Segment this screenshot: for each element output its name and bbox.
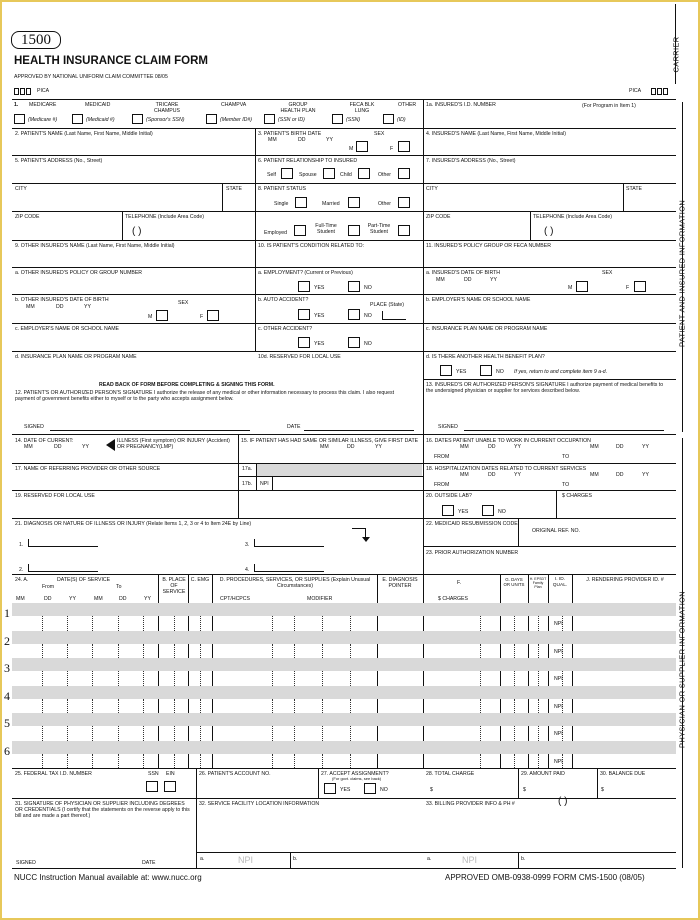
accept-assignment-sub: (For govt. claims, see back)	[332, 776, 382, 781]
lab-charges-label: $ CHARGES	[562, 493, 592, 499]
col-24g-label: G. DAYS OR UNITS	[503, 577, 525, 587]
sig12-text: 12. PATIENT'S OR AUTHORIZED PERSON'S SIGNATURE I authorize the release of any medical or other information necessary to process this claim. I also request payment of government benefits either to myself or to the party who accepts assignment below.	[15, 390, 395, 402]
item-17b-label: 17b.	[242, 481, 253, 487]
hosp-dd1: DD	[488, 472, 496, 478]
svc-yy2: YY	[144, 596, 151, 602]
oi-sex-label: SEX	[178, 300, 189, 306]
place-state-label: PLACE (State)	[370, 302, 405, 308]
billing-label: 33. BILLING PROVIDER INFO & PH #	[426, 801, 515, 807]
si-dd: DD	[347, 444, 355, 450]
lab-yes-label: YES	[458, 509, 469, 515]
cpt-label: CPT/HCPCS	[220, 596, 250, 602]
birth-date-label: 3. PATIENT'S BIRTH DATE	[258, 131, 322, 137]
relationship-label: 6. PATIENT RELATIONSHIP TO INSURED	[258, 158, 358, 164]
employment-yes-checkbox[interactable]	[298, 281, 310, 292]
accept-yes-checkbox[interactable]	[324, 783, 336, 794]
carrier-label: CARRIER	[671, 36, 681, 73]
oi-policy-label: a. OTHER INSURED'S POLICY OR GROUP NUMBER	[15, 270, 143, 276]
patient-sex-label: SEX	[374, 131, 385, 137]
part-time-checkbox[interactable]	[398, 225, 410, 236]
sex-f: F	[390, 146, 394, 152]
patient-status-label: 8. PATIENT STATUS	[258, 186, 306, 192]
date-current-label: 14. DATE OF CURRENT:	[15, 438, 74, 444]
uw-mm1: MM	[460, 444, 469, 450]
oi-sex-m: M	[148, 314, 153, 320]
feca-sub: (SSN)	[346, 117, 361, 123]
oi-dob-dd: DD	[56, 304, 64, 310]
patient-city-label: CITY	[15, 186, 27, 192]
service-line-shaded	[12, 686, 676, 699]
dob-yy: YY	[326, 137, 333, 143]
auto-yes-label: YES	[314, 313, 325, 319]
employer-b-label: b. EMPLOYER'S NAME OR SCHOOL NAME	[426, 297, 531, 303]
item-17a-label: 17a.	[242, 466, 253, 472]
service-line-npi: NPI	[554, 676, 563, 682]
another-plan-yes-label: YES	[456, 369, 467, 375]
sex-m: M	[349, 146, 354, 152]
service-line-npi: NPI	[554, 758, 563, 765]
married-checkbox[interactable]	[348, 197, 360, 208]
patient-name-label: 2. PATIENT'S NAME (Last Name, First Name, Middle Initial)	[15, 131, 153, 137]
medicaid-sub: (Medicaid #)	[86, 117, 115, 123]
sig31-signed-label: SIGNED	[16, 860, 36, 866]
amount-paid-label: 29. AMOUNT PAID	[521, 771, 565, 777]
dob-dd: DD	[298, 137, 306, 143]
self-label: Self	[267, 172, 276, 178]
accept-no-label: NO	[380, 787, 388, 793]
champva-sub: (Member ID#)	[220, 117, 252, 123]
pica-right-label: PICA	[629, 88, 642, 94]
arrow-down-icon	[362, 537, 370, 542]
if-yes-note: If yes, return to and complete item 9 a-d.	[514, 369, 608, 375]
dx1-label: 1.	[19, 542, 24, 548]
sig13-signed-label: SIGNED	[438, 424, 458, 430]
physician-info-side-label: PHYSICIAN OR SUPPLIER INFORMATION	[677, 591, 687, 748]
part-time-label: Part-Time Student	[367, 223, 391, 235]
outside-lab-label: 20. OUTSIDE LAB?	[426, 493, 472, 499]
uw-dd2: DD	[616, 444, 624, 450]
service-line-number: 3	[4, 661, 10, 675]
tricare-checkbox[interactable]	[132, 114, 143, 124]
rel-other-checkbox[interactable]	[398, 168, 410, 179]
hosp-mm1: MM	[460, 472, 469, 478]
col-24b-label: B. PLACE OF SERVICE	[162, 577, 186, 595]
col-24h-label: H. EPSDT Family Plan	[529, 577, 547, 590]
service-to-label: To	[116, 584, 122, 590]
group-sub: (SSN or ID)	[278, 117, 305, 123]
patient-sex-f-checkbox[interactable]	[398, 141, 410, 152]
hosp-to: TO	[562, 482, 570, 488]
svc-mm1: MM	[16, 596, 25, 602]
policy-group-label: 11. INSURED'S POLICY GROUP OR FECA NUMBER	[426, 243, 551, 249]
service-line-shaded	[12, 603, 676, 616]
ins-dob-dd: DD	[464, 277, 472, 283]
service-line-shaded	[12, 658, 676, 671]
pica-left-label: PICA	[37, 88, 50, 94]
service-line-number: 2	[4, 633, 10, 648]
insured-state-label: STATE	[626, 186, 642, 192]
paid-dollar: $	[523, 787, 526, 793]
dx2-field[interactable]	[28, 564, 98, 572]
svc-mm2: MM	[94, 596, 103, 602]
other-plan-sub: (ID)	[397, 117, 406, 123]
dc-yy: YY	[82, 444, 89, 450]
col-24e-label: E. DIAGNOSIS POINTER	[382, 577, 418, 589]
referring-label: 17. NAME OF REFERRING PROVIDER OR OTHER SOURCE	[15, 466, 161, 472]
col-24a-label: 24. A.	[15, 577, 29, 583]
svc-dd2: DD	[119, 596, 127, 602]
service-from-label: From	[42, 584, 55, 590]
employment-label: a. EMPLOYMENT? (Current or Previous)	[258, 270, 353, 276]
facility-npi: NPI	[238, 855, 254, 865]
service-line-number: 1	[4, 606, 10, 620]
footer-omb-note: APPROVED OMB-0938-0999 FORM CMS-1500 (08/05)	[445, 873, 645, 882]
employment-yes-label: YES	[314, 285, 325, 291]
group-checkbox[interactable]	[264, 114, 275, 124]
uw-to: TO	[562, 454, 570, 460]
hosp-yy2: YY	[642, 472, 649, 478]
service-line-npi: NPI	[554, 703, 563, 710]
carrier-bracket	[675, 4, 676, 84]
single-checkbox[interactable]	[295, 197, 307, 208]
insured-id-label: 1a. INSURED'S I.D. NUMBER	[426, 102, 496, 108]
group-label: GROUP HEALTH PLAN	[280, 102, 316, 114]
sig12-signed-label: SIGNED	[24, 424, 44, 430]
si-mm: MM	[320, 444, 329, 450]
employment-no-checkbox[interactable]	[348, 281, 360, 292]
read-back-notice: READ BACK OF FORM BEFORE COMPLETING & SIGNING THIS FORM.	[99, 382, 275, 388]
ins-sex-m: M	[568, 285, 573, 291]
another-plan-yes-checkbox[interactable]	[440, 365, 452, 376]
ein-checkbox[interactable]	[164, 781, 176, 792]
status-other-label: Other	[378, 201, 391, 207]
program-note: (For Program in Item 1)	[582, 103, 636, 109]
dates-service-label: DATE(S) OF SERVICE	[57, 577, 111, 583]
accept-assignment-label: 27. ACCEPT ASSIGNMENT?	[321, 771, 389, 777]
spouse-label: Spouse	[299, 172, 317, 178]
other-insured-name-label: 9. OTHER INSURED'S NAME (Last Name, First Name, Middle Initial)	[15, 243, 175, 249]
si-yy: YY	[375, 444, 382, 450]
oi-sex-f: F	[200, 314, 204, 320]
service-line-shaded	[12, 631, 676, 644]
other-accident-yes-checkbox[interactable]	[298, 337, 310, 348]
sig31-date-label: DATE	[142, 860, 156, 866]
service-line-number: 5	[4, 716, 10, 730]
child-label: Child	[340, 172, 352, 178]
employer-c-label: c. EMPLOYER'S NAME OR SCHOOL NAME	[15, 326, 119, 332]
balance-dollar: $	[601, 787, 604, 793]
lab-yes-checkbox[interactable]	[442, 505, 454, 516]
single-label: Single	[274, 201, 289, 207]
accept-no-checkbox[interactable]	[364, 783, 376, 794]
reserved-19-label: 19. RESERVED FOR LOCAL USE	[15, 493, 95, 499]
prior-auth-label: 23. PRIOR AUTHORIZATION NUMBER	[426, 550, 519, 556]
dx3-field[interactable]	[254, 539, 324, 547]
account-label: 26. PATIENT'S ACCOUNT NO.	[199, 771, 271, 777]
other-accident-no-checkbox[interactable]	[348, 337, 360, 348]
auto-no-label: NO	[364, 313, 372, 319]
modifier-label: MODIFIER	[307, 596, 333, 602]
married-label: Married	[322, 201, 340, 207]
svc-yy1: YY	[69, 596, 76, 602]
total-charge-label: 28. TOTAL CHARGE	[426, 771, 475, 777]
approved-notice: APPROVED BY NATIONAL UNIFORM CLAIM COMMITTEE 08/05	[14, 74, 168, 80]
oi-dob-mm: MM	[26, 304, 35, 310]
hosp-label: 18. HOSPITALIZATION DATES RELATED TO CURRENT SERVICES	[426, 466, 587, 472]
auto-yes-checkbox[interactable]	[298, 309, 310, 320]
sig31-text: 31. SIGNATURE OF PHYSICIAN OR SUPPLIER INCLUDING DEGREES OR CREDENTIALS (I certify that the statements on the reverse apply to this bill and are made a part thereof.)	[15, 801, 190, 819]
other-plan-checkbox[interactable]	[383, 114, 394, 124]
original-ref-label: ORIGINAL REF. NO.	[532, 528, 580, 534]
patient-state-label: STATE	[226, 186, 242, 192]
service-line-shaded	[12, 741, 676, 754]
sig13-text: 13. INSURED'S OR AUTHORIZED PERSON'S SIGNATURE I authorize payment of medical benefits to the undersigned physician or supplier for services described below.	[426, 382, 664, 394]
uw-from: FROM	[434, 454, 450, 460]
other-accident-label: c. OTHER ACCIDENT?	[258, 326, 313, 332]
service-line-npi: NPI	[554, 648, 563, 655]
service-line-npi: NPI	[554, 731, 563, 737]
medicare-checkbox[interactable]	[14, 114, 25, 124]
oi-sex-f-checkbox[interactable]	[207, 310, 219, 321]
employed-label: Employed	[264, 230, 288, 236]
col-24j-label: J. RENDERING PROVIDER ID. #	[586, 577, 664, 583]
status-other-checkbox[interactable]	[398, 197, 410, 208]
dx1-field[interactable]	[28, 539, 98, 547]
lab-no-checkbox[interactable]	[482, 505, 494, 516]
employed-checkbox[interactable]	[294, 225, 306, 236]
arrow-left-icon	[106, 439, 115, 451]
lab-no-label: NO	[498, 509, 506, 515]
tax-id-label: 25. FEDERAL TAX I.D. NUMBER	[15, 771, 92, 777]
patient-zip-label: ZIP CODE	[15, 214, 40, 220]
auto-no-checkbox[interactable]	[348, 309, 360, 320]
another-plan-no-label: NO	[496, 369, 504, 375]
self-checkbox[interactable]	[281, 168, 293, 179]
item-17b-npi: NPI	[260, 481, 269, 487]
item1-number: 1.	[14, 102, 19, 108]
ins-dob-mm: MM	[436, 277, 445, 283]
ins-dob-yy: YY	[490, 277, 497, 283]
uw-dd1: DD	[488, 444, 496, 450]
insured-dob-label: a. INSURED'S DATE OF BIRTH	[426, 270, 501, 276]
facility-b-label: b.	[293, 856, 298, 862]
patient-bracket	[682, 102, 683, 432]
line-charges-label: $ CHARGES	[438, 596, 468, 602]
medicaid-checkbox[interactable]	[72, 114, 83, 124]
patient-address-label: 5. PATIENT'S ADDRESS (No., Street)	[15, 158, 103, 164]
champva-checkbox[interactable]	[206, 114, 217, 124]
full-time-label: Full-Time Student	[315, 223, 337, 235]
col-24d-label: D. PROCEDURES, SERVICES, OR SUPPLIES (Explain Unusual Circumstances)	[219, 577, 371, 589]
champva-label: CHAMPVA	[221, 102, 247, 108]
patient-phone-label: TELEPHONE (Include Area Code)	[125, 214, 204, 220]
feca-label: FECA BLK LUNG	[349, 102, 375, 114]
other-plan-label: OTHER	[398, 102, 417, 108]
insured-address-label: 7. INSURED'S ADDRESS (No., Street)	[426, 158, 516, 164]
resubmission-label: 22. MEDICAID RESUBMISSION CODE	[426, 521, 518, 527]
unable-work-label: 16. DATES PATIENT UNABLE TO WORK IN CURRENT OCCUPATION	[426, 438, 591, 444]
employment-no-label: NO	[364, 285, 372, 291]
form-title: HEALTH INSURANCE CLAIM FORM	[14, 55, 208, 67]
other-accident-yes-label: YES	[314, 341, 325, 347]
service-line-number: 4	[4, 688, 10, 703]
dx3-label: 3.	[245, 542, 250, 548]
rel-other-label: Other	[378, 172, 391, 178]
item-17a-shaded	[256, 464, 422, 476]
dx2-label: 2.	[19, 567, 24, 573]
full-time-checkbox[interactable]	[348, 225, 360, 236]
service-line-number: 6	[4, 743, 10, 758]
svc-dd1: DD	[44, 596, 52, 602]
billing-a-label: a.	[427, 856, 432, 862]
tricare-sub: (Sponsor's SSN)	[146, 117, 185, 123]
ein-label: EIN	[166, 771, 175, 777]
uw-mm2: MM	[590, 444, 599, 450]
form-number: 1500	[11, 31, 61, 49]
insured-name-label: 4. INSURED'S NAME (Last Name, First Name, Middle Initial)	[426, 131, 566, 137]
spouse-checkbox[interactable]	[323, 168, 335, 179]
ins-plan-c-label: c. INSURANCE PLAN NAME OR PROGRAM NAME	[426, 326, 548, 332]
billing-b-label: b.	[521, 856, 526, 862]
hosp-mm2: MM	[590, 472, 599, 478]
illness-label: ILLNESS (First symptom) OR INJURY (Accident) OR PREGNANCY(LMP)	[117, 438, 230, 450]
service-line-npi: NPI	[554, 621, 563, 627]
sig12-date-label: DATE	[287, 424, 301, 430]
ssn-checkbox[interactable]	[146, 781, 158, 792]
another-plan-label: d. IS THERE ANOTHER HEALTH BENEFIT PLAN?	[426, 354, 545, 360]
place-state-field[interactable]	[382, 311, 406, 320]
oi-dob-yy: YY	[84, 304, 91, 310]
physician-bracket	[682, 438, 683, 868]
insured-phone-area[interactable]: ( )	[544, 226, 554, 237]
patient-phone-area[interactable]: ( )	[132, 226, 142, 237]
medicaid-label: MEDICAID	[85, 102, 111, 108]
dx4-label: 4.	[245, 567, 250, 573]
claim-form-page	[2, 2, 698, 918]
other-accident-no-label: NO	[364, 341, 372, 347]
patient-sex-m-checkbox[interactable]	[356, 141, 368, 152]
total-dollar: $	[430, 787, 433, 793]
insured-zip-label: ZIP CODE	[426, 214, 451, 220]
diagnosis-label: 21. DIAGNOSIS OR NATURE OF ILLNESS OR INJURY (Relate Items 1, 2, 3 or 4 to Item 24E by Line)	[15, 521, 252, 527]
facility-label: 32. SERVICE FACILITY LOCATION INFORMATION	[199, 801, 320, 807]
hosp-dd2: DD	[616, 472, 624, 478]
hosp-from: FROM	[434, 482, 450, 488]
billing-phone-area[interactable]: ( )	[558, 796, 568, 807]
ssn-label: SSN	[148, 771, 159, 777]
medicare-sub: (Medicare #)	[28, 117, 58, 123]
insured-phone-label: TELEPHONE (Include Area Code)	[533, 214, 612, 220]
ins-sex-f: F	[626, 285, 630, 291]
insured-sex-m-checkbox[interactable]	[576, 281, 588, 292]
dc-dd: DD	[54, 444, 62, 450]
uw-yy1: YY	[514, 444, 521, 450]
same-illness-label: 15. IF PATIENT HAS HAD SAME OR SIMILAR ILLNESS, GIVE FIRST DATE	[241, 438, 419, 444]
dc-mm: MM	[24, 444, 33, 450]
uw-yy2: YY	[642, 444, 649, 450]
service-line-shaded	[12, 713, 676, 726]
facility-a-label: a.	[200, 856, 205, 862]
condition-label: 10. IS PATIENT'S CONDITION RELATED TO:	[258, 243, 365, 249]
dx4-field[interactable]	[254, 564, 324, 572]
patient-info-side-label: PATIENT AND INSURED INFORMATION	[677, 199, 687, 348]
child-checkbox[interactable]	[358, 168, 370, 179]
balance-due-label: 30. BALANCE DUE	[600, 771, 646, 777]
insured-sex-f-checkbox[interactable]	[634, 281, 646, 292]
billing-npi: NPI	[462, 855, 478, 865]
accept-yes-label: YES	[340, 787, 351, 793]
oi-dob-label: b. OTHER INSURED'S DATE OF BIRTH	[15, 297, 109, 303]
col-24c-label: C. EMG	[190, 577, 210, 583]
footer-nucc-note: NUCC Instruction Manual available at: www.nucc.org	[14, 873, 202, 882]
auto-accident-label: b. AUTO ACCIDENT?	[258, 297, 309, 303]
col-24i-label: I. ID. QUAL.	[552, 577, 568, 588]
insured-city-label: CITY	[426, 186, 438, 192]
tricare-label: TRICARE CHAMPUS	[154, 102, 180, 114]
hosp-yy1: YY	[514, 472, 521, 478]
medicare-label: MEDICARE	[29, 102, 57, 108]
col-24f-label: F.	[457, 580, 462, 586]
another-plan-no-checkbox[interactable]	[480, 365, 492, 376]
insured-sex-label: SEX	[602, 270, 613, 276]
feca-checkbox[interactable]	[332, 114, 343, 124]
ins-plan-d-label: d. INSURANCE PLAN NAME OR PROGRAM NAME	[15, 354, 137, 360]
reserved-10d-label: 10d. RESERVED FOR LOCAL USE	[258, 354, 341, 360]
dob-mm: MM	[268, 137, 277, 143]
oi-sex-m-checkbox[interactable]	[156, 310, 168, 321]
